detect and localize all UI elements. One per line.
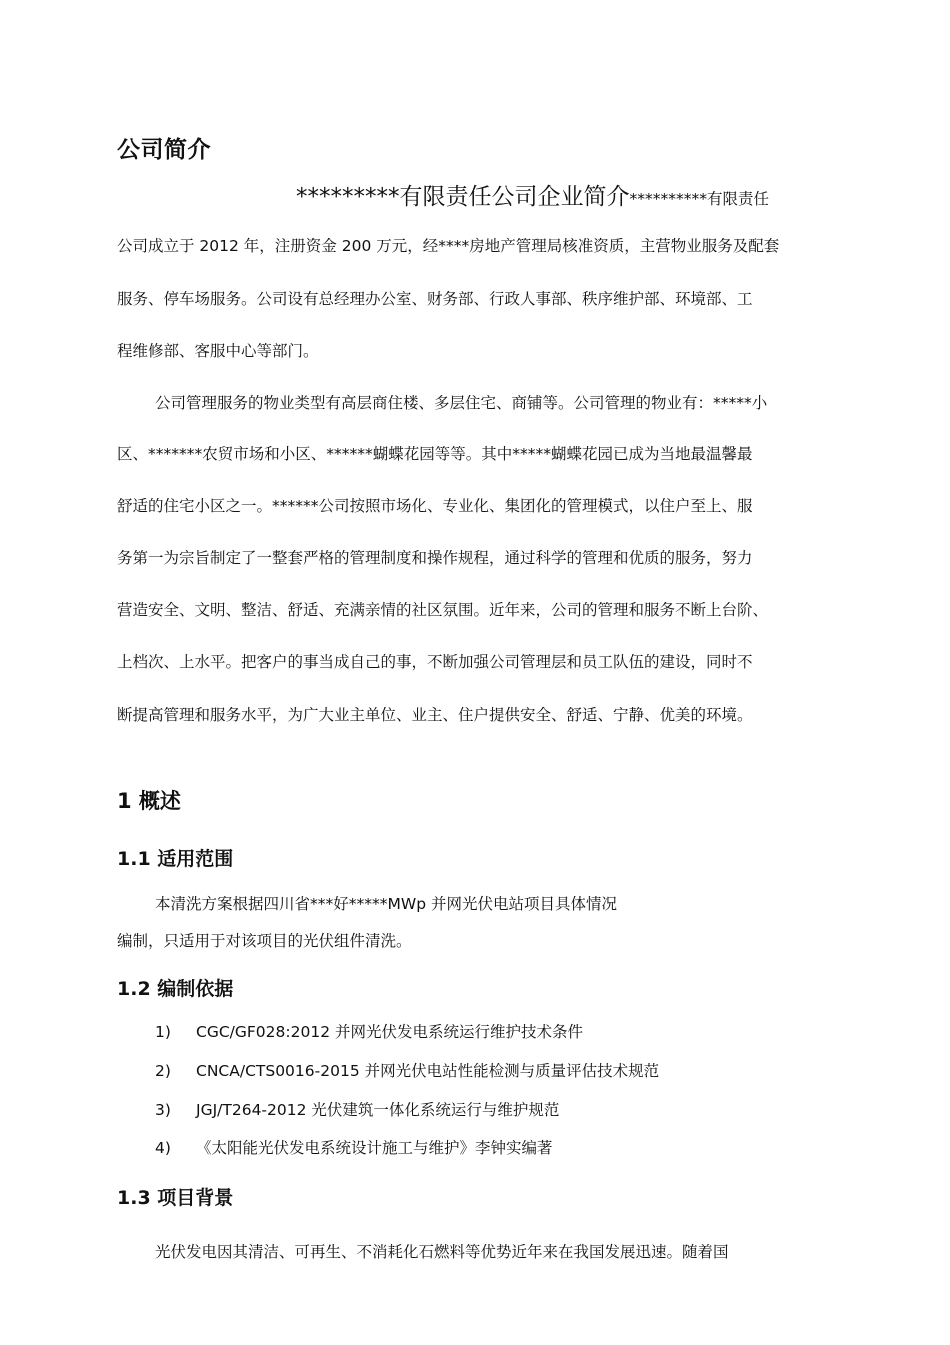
detail-line-4: 务第一为宗旨制定了一整套严格的管理制度和操作规程，通过科学的管理和优质的服务，努力: [117, 549, 753, 567]
reference-text: CNCA/CTS0016-2015 并网光伏电站性能检测与质量评估技术规范: [196, 1062, 660, 1080]
reference-number: 4): [155, 1139, 171, 1157]
company-subtitle: [296, 178, 769, 211]
intro-line-3: 程维修部、客服中心等部门。: [117, 342, 319, 360]
reference-number: 3): [155, 1101, 171, 1119]
reference-text: CGC/GF028:2012 并网光伏发电系统运行维护技术条件: [196, 1023, 583, 1041]
intro-line-1: 公司成立于 2012 年，注册资金 200 万元，经****房地产管理局核准资质，主营物业服务及配套: [117, 237, 780, 255]
detail-line-6: 上档次、上水平。把客户的事当成自己的事，不断加强公司管理层和员工队伍的建设，同时不: [117, 653, 753, 671]
section-basis-heading: 1.2 编制依据: [117, 978, 234, 1000]
scope-line-2: 编制，只适用于对该项目的光伏组件清洗。: [117, 932, 412, 950]
detail-line-7: 断提高管理和服务水平，为广大业主单位、业主、住户提供安全、舒适、宁静、优美的环境。: [117, 706, 753, 724]
section-background-heading: 1.3 项目背景: [117, 1187, 234, 1209]
scope-line-1: 本清洗方案根据四川省***好*****MWp 并网光伏电站项目具体情况: [155, 895, 617, 913]
reference-text: JGJ/T264-2012 光伏建筑一体化系统运行与维护规范: [196, 1101, 560, 1119]
background-line-1: 光伏发电因其清洁、可再生、不消耗化石燃料等优势近年来在我国发展迅速。随着国: [155, 1243, 729, 1261]
reference-number: 2): [155, 1062, 171, 1080]
reference-number: 1): [155, 1023, 171, 1041]
company-profile-heading: 公司简介: [117, 137, 211, 163]
detail-line-1: 公司管理服务的物业类型有高层商住楼、多层住宅、商铺等。公司管理的物业有：*****小: [155, 394, 768, 412]
company-subtitle-large: *********有限责任公司企业简介: [296, 184, 630, 210]
company-subtitle-small: **********有限责任: [629, 190, 770, 208]
section-scope-heading: 1.1 适用范围: [117, 848, 234, 870]
detail-line-5: 营造安全、文明、整洁、舒适、充满亲情的社区氛围。近年来，公司的管理和服务不断上台阶、: [117, 601, 769, 619]
intro-line-2: 服务、停车场服务。公司设有总经理办公室、财务部、行政人事部、秩序维护部、环境部、工: [117, 290, 753, 308]
section-overview-heading: 1 概述: [117, 789, 181, 813]
reference-text: 《太阳能光伏发电系统设计施工与维护》李钟实编著: [196, 1139, 553, 1157]
detail-line-3: 舒适的住宅小区之一。******公司按照市场化、专业化、集团化的管理模式，以住户至上、服: [117, 497, 753, 515]
detail-line-2: 区、*******农贸市场和小区、******蝴蝶花园等等。其中*****蝴蝶花园已成为当地最温馨最: [117, 445, 753, 463]
